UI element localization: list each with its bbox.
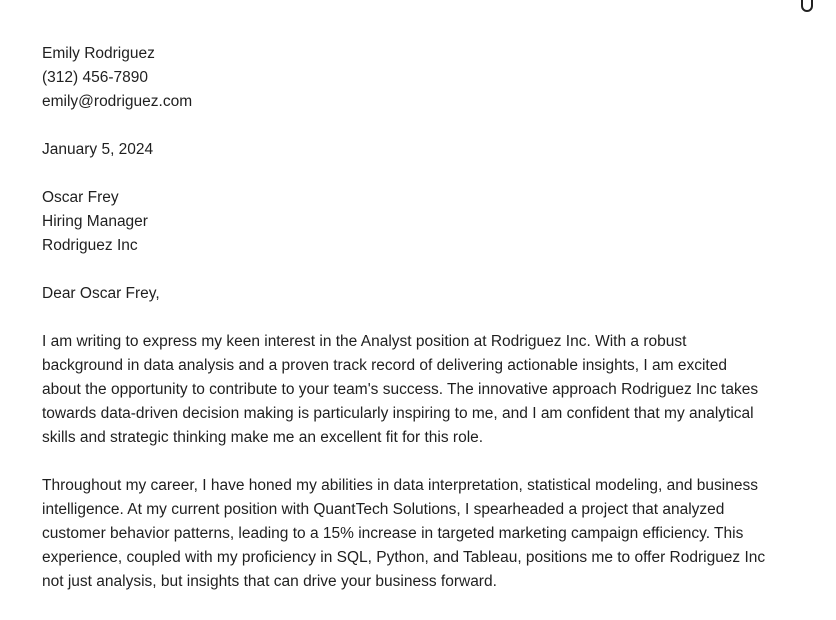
paragraph-line: about the opportunity to contribute to your team's success. The innovative approach Rodriguez Inc takes (42, 381, 759, 398)
recipient-title: Hiring Manager (42, 213, 148, 230)
paragraph-line: intelligence. At my current position with QuantTech Solutions, I spearheaded a project that analyzed (42, 501, 725, 518)
sender-email: emily@rodriguez.com (42, 93, 193, 110)
salutation-text: Dear Oscar Frey, (42, 285, 160, 302)
date-block (42, 138, 802, 162)
body-paragraph-2 (42, 474, 802, 594)
recipient-block (42, 186, 802, 258)
paragraph-line: towards data-driven decision making is particularly inspiring to me, and I am confident that my analytical (42, 405, 754, 422)
paragraph-line: not just analysis, but insights that can drive your business forward. (42, 573, 497, 590)
body-paragraph-1 (42, 330, 802, 450)
paragraph-line: skills and strategic thinking make me an excellent fit for this role. (42, 429, 484, 446)
sender-block (42, 42, 802, 114)
paperclip-icon (800, 0, 814, 14)
paragraph-line: customer behavior patterns, leading to a 15% increase in targeted marketing campaign efficiency. This (42, 525, 744, 542)
letter-date: January 5, 2024 (42, 141, 154, 158)
cover-letter (42, 42, 802, 618)
paragraph-line: background in data analysis and a proven track record of delivering actionable insights, I am excited (42, 357, 727, 374)
recipient-name: Oscar Frey (42, 189, 119, 206)
paragraph-line: experience, coupled with my proficiency in SQL, Python, and Tableau, positions me to offer Rodriguez Inc (42, 549, 766, 566)
paragraph-line: I am writing to express my keen interest in the Analyst position at Rodriguez Inc. With a robust (42, 333, 687, 350)
sender-name: Emily Rodriguez (42, 45, 155, 62)
sender-phone: (312) 456-7890 (42, 69, 148, 86)
paragraph-line: Throughout my career, I have honed my abilities in data interpretation, statistical modeling, and business (42, 477, 758, 494)
salutation (42, 282, 802, 306)
recipient-company: Rodriguez Inc (42, 237, 138, 254)
